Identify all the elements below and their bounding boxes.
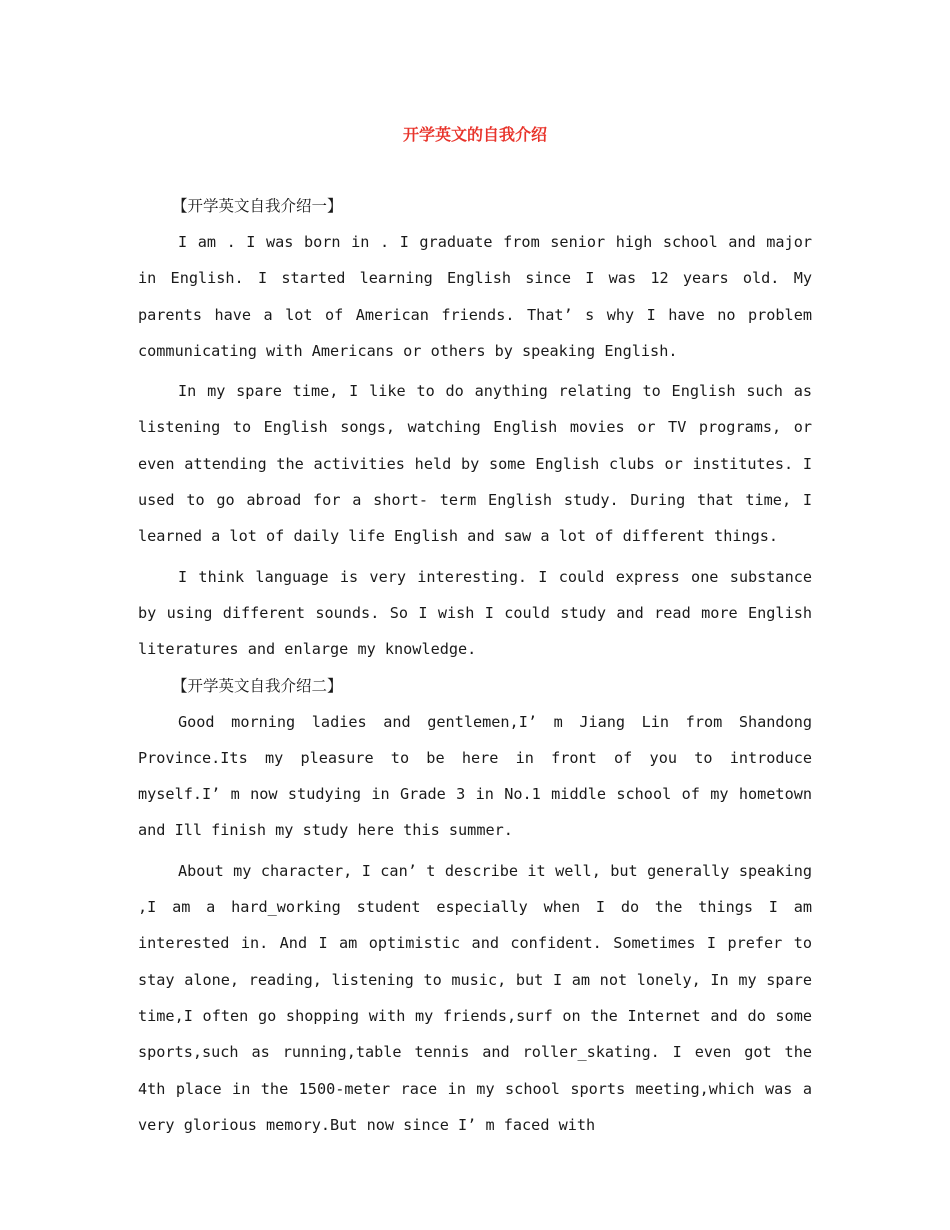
section-two [138, 672, 812, 1144]
section-heading-one: 【开学英文自我介绍一】 [172, 197, 343, 215]
paragraph: I am . I was born in . I graduate from senior high school and major in English. I started learning English since I was 12 years old. My parents have a lot of American friends. That’ s why I have no problem communicating with Americans or others by speaking English. [138, 233, 812, 360]
paragraph: In my spare time, I like to do anything relating to English such as listening to English songs, watching English movies or TV programs, or even attending the activities held by some English clubs or institutes. I used to go abroad for a short- term English study. During that time, I learned a lot of daily life English and saw a lot of different things. [138, 382, 812, 546]
section-one [138, 192, 812, 668]
section-heading-two: 【开学英文自我介绍二】 [172, 676, 343, 695]
document-title: 开学英文的自我介绍 [402, 125, 547, 144]
paragraph: Good morning ladies and gentlemen,I’ m Jiang Lin from Shandong Province.Its my pleasure to be here in front of you to introduce myself.I’ m now studying in Grade 3 in No.1 middle school of my hometown and Ill finish my study here this summer. [138, 712, 812, 840]
paragraph: I think language is very interesting. I could express one substance by using different sounds. So I wish I could study and read more English literatures and enlarge my knowledge. [138, 567, 812, 659]
paragraph: About my character, I can’ t describe it well, but generally speaking ,I am a hard_working student especially when I do the things I am interested in. And I am optimistic and confident. Sometimes I prefer to stay alone, reading, listening to music, but I am not lonely, In my spare time,I often go shopping with my friends,surf on the Internet and do some sports,such as running,table tennis and roller_skating. I even got the 4th place in the 1500-meter race in my school sports meeting,which was a very glorious memory.But now since I’ m faced with [138, 861, 812, 1134]
document-body [138, 192, 812, 1143]
